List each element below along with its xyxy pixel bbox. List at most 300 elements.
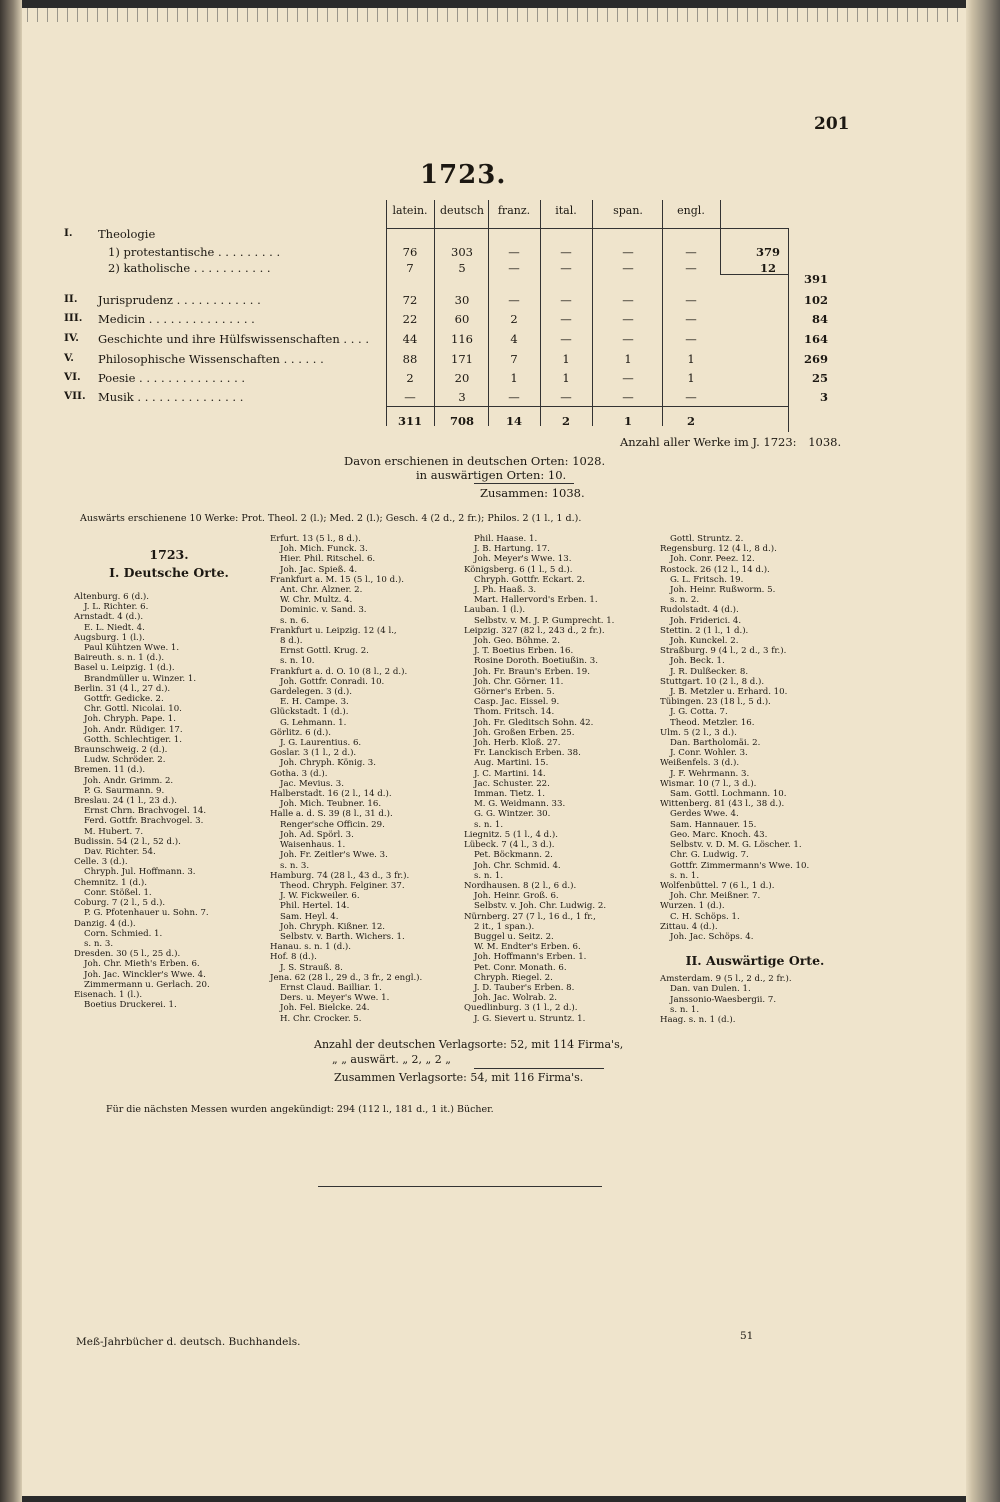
place-entry: Gotha. 3 (d.). [270, 768, 328, 779]
table-cell: 303 [451, 245, 473, 259]
publisher-entry: J. D. Tauber's Erben. 8. [474, 982, 575, 993]
place-entry: Arnstadt. 4 (d.). [74, 612, 144, 623]
table-cell: 1 [687, 352, 695, 366]
column-total: 2 [561, 414, 570, 428]
publisher-entry: Renger'sche Officin. 29. [280, 819, 385, 830]
publisher-entry: Ders. u. Meyer's Wwe. 1. [280, 993, 390, 1004]
publisher-entry: Corn. Schmied. 1. [84, 928, 163, 939]
table-cell: 44 [402, 332, 418, 346]
place-entry: Berlin. 31 (4 l., 27 d.). [74, 683, 171, 694]
publisher-entry: H. Chr. Crocker. 5. [280, 1013, 362, 1024]
column-total: 708 [449, 414, 474, 428]
publisher-entry: P. G. Saurmann. 9. [84, 785, 165, 796]
publisher-entry: s. n. 3. [84, 938, 114, 949]
place-entry: Stuttgart. 10 (2 l., 8 d.). [660, 676, 765, 687]
place-entry: Amsterdam. 9 (5 l., 2 d., 2 fr.). [660, 974, 792, 985]
publisher-entry: Joh. Gottfr. Conradi. 10. [280, 676, 385, 687]
place-entry: Rudolstadt. 4 (d.). [660, 605, 739, 616]
publisher-entry: Joh. Jac. Wolrab. 2. [474, 993, 558, 1004]
place-entry: Nordhausen. 8 (2 l., 6 d.). [464, 880, 577, 891]
grand-total-label: Anzahl aller Werke im J. 1723: [620, 435, 797, 449]
publisher-entry: Joh. Heinr. Groß. 6. [474, 891, 559, 902]
place-entry: Celle. 3 (d.). [74, 857, 128, 868]
footer-signature: 51 [740, 1330, 754, 1342]
column-4-abroad-entries [660, 974, 850, 1025]
footer-source: Meß-Jahrbücher d. deutsch. Buchhandels. [76, 1336, 301, 1348]
places-rule [474, 483, 574, 484]
column-divider [386, 200, 387, 426]
place-entry: Basel u. Leipzig. 1 (d.). [74, 663, 175, 674]
publisher-entry: J. B. Metzler u. Erhard. 10. [670, 687, 788, 698]
table-cell: 1 [687, 371, 695, 385]
table-cell: — [508, 293, 520, 307]
table-cell: 2 [510, 312, 518, 326]
place-entry: Danzig. 4 (d.). [74, 918, 136, 929]
section-heading-german: I. Deutsche Orte. [109, 565, 229, 580]
place-entry: Jena. 62 (28 l., 29 d., 3 fr., 2 engl.). [270, 972, 423, 983]
column-divider [434, 200, 435, 426]
place-entry: Eisenach. 1 (l.). [74, 989, 143, 1000]
publisher-entry: Phil. Haase. 1. [474, 534, 538, 544]
publisher-entry: Phil. Hertel. 14. [280, 901, 350, 912]
publisher-entry: P. G. Pfotenhauer u. Sohn. 7. [84, 908, 209, 919]
publisher-entry: Joh. Mich. Funck. 3. [280, 544, 368, 555]
publisher-entry: Waisenhaus. 1. [280, 840, 346, 851]
header-rule [386, 228, 788, 229]
table-cell: — [508, 245, 520, 259]
publisher-entry: G. Lehmann. 1. [280, 717, 347, 728]
book-edge-right [966, 0, 1000, 1502]
publisher-entry: Brandmüller u. Winzer. 1. [84, 673, 197, 684]
table-cell: — [560, 293, 572, 307]
publisher-entry: Joh. Chr. Schmid. 4. [474, 860, 561, 871]
summary-line-1: Anzahl der deutschen Verlagsorte: 52, mit 114 Firma's, [314, 1038, 624, 1051]
column-1-entries [74, 592, 274, 1010]
publisher-entry: Gotth. Schlechtiger. 1. [84, 734, 182, 745]
place-entry: Wittenberg. 81 (43 l., 38 d.). [660, 799, 785, 810]
row-number: III. [64, 312, 83, 324]
table-cell: — [685, 312, 697, 326]
publisher-entry: C. H. Schöps. 1. [670, 911, 740, 922]
row-label: Theologie [98, 227, 156, 241]
table-cell: — [622, 293, 634, 307]
publisher-entry: Paul Kühtzen Wwe. 1. [84, 643, 180, 654]
publisher-entry: Fr. Lanckisch Erben. 38. [474, 748, 581, 759]
row-total: 391 [803, 272, 828, 286]
publisher-entry: Joh. Andr. Grimm. 2. [84, 775, 174, 786]
place-entry: Lauban. 1 (l.). [464, 605, 526, 616]
publisher-entry: Joh. Jac. Schöps. 4. [670, 931, 754, 942]
place-entry: Gardelegen. 3 (d.). [270, 687, 352, 698]
place-entry: Zittau. 4 (d.). [660, 921, 718, 932]
table-cell: — [685, 332, 697, 346]
publisher-entry: Rosine Doroth. Boetiußin. 3. [474, 656, 598, 667]
publisher-entry: s. n. 6. [280, 615, 310, 626]
row-number: VI. [64, 371, 81, 383]
place-entry: Erfurt. 13 (5 l., 8 d.). [270, 534, 361, 544]
column-2-entries [270, 534, 470, 1024]
publisher-entry: Joh. Meyer's Wwe. 13. [474, 554, 572, 565]
column-year-heading: 1723. [149, 547, 189, 562]
book-edge-left [0, 0, 22, 1502]
row-label: 1) protestantische . . . . . . . . . [108, 245, 281, 259]
publisher-entry: Joh. Chryph. Pape. 1. [84, 714, 176, 725]
publisher-entry: s. n. 1. [670, 1004, 700, 1015]
row-label: Jurisprudenz . . . . . . . . . . . . [98, 293, 261, 307]
publisher-entry: Dan. Bartholomäi. 2. [670, 738, 761, 749]
place-entry: Tübingen. 23 (18 l., 5 d.). [660, 697, 771, 708]
place-entry: Nürnberg. 27 (7 l., 16 d., 1 fr., [464, 911, 596, 922]
year-title: 1723. [420, 160, 507, 190]
publisher-entry: Conr. Stößel. 1. [84, 887, 152, 898]
row-label: Medicin . . . . . . . . . . . . . . . [98, 312, 255, 326]
row-number: I. [64, 227, 73, 239]
place-entry: Braunschweig. 2 (d.). [74, 745, 168, 756]
table-cell: 1 [510, 371, 518, 385]
place-entry: Altenburg. 6 (d.). [74, 592, 150, 602]
subtotal-divider [720, 228, 721, 274]
publisher-entry: J. G. Laurentius. 6. [280, 738, 362, 749]
publisher-entry: Dominic. v. Sand. 3. [280, 605, 367, 616]
publisher-entry: Joh. Friderici. 4. [670, 615, 742, 626]
publisher-entry: Chr. G. Ludwig. 7. [670, 850, 749, 861]
publisher-entry: Hier. Phil. Ritschel. 6. [280, 554, 376, 565]
publisher-entry: Joh. Fel. Bielcke. 24. [280, 1003, 370, 1014]
column-header: span. [613, 204, 643, 217]
table-cell: 76 [402, 245, 418, 259]
table-cell: — [622, 390, 634, 404]
publisher-entry: Joh. Mich. Teubner. 16. [280, 799, 382, 810]
decorative-top-border [22, 8, 966, 22]
totals-rule [386, 406, 788, 407]
table-cell: — [685, 261, 697, 275]
publisher-entry: Selbstv. v. Barth. Wichers. 1. [280, 931, 405, 942]
place-entry: Königsberg. 6 (1 l., 5 d.). [464, 564, 573, 575]
publisher-entry: Ernst Chrn. Brachvogel. 14. [84, 806, 207, 817]
column-divider [488, 200, 489, 426]
publisher-entry: Görner's Erben. 5. [474, 687, 555, 698]
publisher-entry: Selbstv. v. D. M. G. Löscher. 1. [670, 840, 802, 851]
column-divider [540, 200, 541, 426]
place-entry: Wismar. 10 (7 l., 3 d.). [660, 778, 757, 789]
column-header: deutsch [440, 204, 484, 217]
table-cell: 5 [458, 261, 466, 275]
table-cell: 7 [406, 261, 414, 275]
table-cell: — [560, 245, 572, 259]
table-cell: 7 [510, 352, 518, 366]
place-entry: Coburg. 7 (2 l., 5 d.). [74, 898, 166, 909]
publisher-entry: Joh. Jac. Winckler's Wwe. 4. [84, 969, 206, 980]
table-cell: — [560, 332, 572, 346]
publisher-entry: Pet. Böckmann. 2. [474, 850, 553, 861]
row-total: 102 [803, 293, 828, 307]
column-total: 2 [686, 414, 695, 428]
publisher-entry: Ferd. Gottfr. Brachvogel. 3. [84, 816, 204, 827]
row-total: 25 [811, 371, 828, 385]
publisher-entry: Janssonio-Waesbergii. 7. [670, 994, 777, 1005]
column-3-entries [464, 534, 664, 1024]
place-entry: Lübeck. 7 (4 l., 3 d.). [464, 840, 555, 851]
publisher-entry: Joh. Großen Erben. 25. [474, 727, 575, 738]
publisher-entry: J. R. Dulßecker. 8. [670, 666, 749, 677]
subtotal-cell: 379 [755, 245, 780, 259]
publisher-entry: Chryph. Gottfr. Eckart. 2. [474, 574, 585, 585]
publisher-entry: s. n. 2. [670, 595, 700, 606]
table-cell: 116 [451, 332, 473, 346]
publisher-entry: Gottfr. Gedicke. 2. [84, 694, 164, 705]
column-header: ital. [555, 204, 577, 217]
place-entry: Halle a. d. S. 39 (8 l., 31 d.). [270, 809, 393, 820]
table-cell: 1 [562, 352, 570, 366]
place-entry: Hanau. s. n. 1 (d.). [270, 942, 352, 953]
publisher-entry: Chr. Gottl. Nicolai. 10. [84, 704, 182, 715]
publisher-entry: Jac. Schuster. 22. [474, 778, 550, 789]
row-label: Musik . . . . . . . . . . . . . . . [98, 390, 244, 404]
row-total: 269 [803, 352, 828, 366]
table-cell: — [560, 261, 572, 275]
publisher-entry: Joh. Herb. Kloß. 27. [474, 738, 561, 749]
publisher-entry: Selbstv. v. M. J. P. Gumprecht. 1. [474, 615, 615, 626]
table-cell: — [685, 245, 697, 259]
publisher-entry: Chryph. Jul. Hoffmann. 3. [84, 867, 196, 878]
table-cell: 60 [454, 312, 470, 326]
row-total: 164 [803, 332, 828, 346]
place-entry: Chemnitz. 1 (d.). [74, 877, 147, 888]
publisher-entry: J. W. Fickweiler. 6. [280, 891, 360, 902]
publisher-entry: Sam. Heyl. 4. [280, 911, 339, 922]
publisher-entry: W. M. Endter's Erben. 6. [474, 942, 581, 953]
place-entry: Breslau. 24 (1 l., 23 d.). [74, 796, 177, 807]
table-cell: 72 [402, 293, 418, 307]
table-cell: — [508, 261, 520, 275]
table-cell: — [622, 371, 634, 385]
publisher-entry: Joh. Fr. Braun's Erben. 19. [474, 666, 590, 677]
publisher-entry: W. Chr. Multz. 4. [280, 595, 353, 606]
publisher-entry: Imman. Tietz. 1. [474, 789, 546, 800]
publisher-entry: J. L. Richter. 6. [84, 602, 149, 613]
publisher-entry: Joh. Conr. Peez. 12. [670, 554, 755, 565]
place-entry: Haag. s. n. 1 (d.). [660, 1014, 736, 1025]
column-2 [270, 534, 470, 1024]
publisher-entry: J. C. Martini. 14. [474, 768, 546, 779]
table-cell: 1 [562, 371, 570, 385]
end-rule [318, 1186, 602, 1187]
column-header: latein. [392, 204, 428, 217]
table-cell: 1 [624, 352, 632, 366]
row-total: 3 [819, 390, 828, 404]
row-label: 2) katholische . . . . . . . . . . . [108, 261, 271, 275]
publisher-entry: 8 d.). [280, 636, 303, 647]
publisher-entry: Theod. Metzler. 16. [670, 717, 755, 728]
publisher-entry: Ernst Gottl. Krug. 2. [280, 646, 369, 657]
publisher-entry: Selbstv. v. Joh. Chr. Ludwig. 2. [474, 901, 607, 912]
publisher-entry: Ernst Claud. Bailliar. 1. [280, 982, 382, 993]
place-entry: Dresden. 30 (5 l., 25 d.). [74, 949, 181, 960]
publisher-entry: Joh. Hoffmann's Erben. 1. [474, 952, 587, 963]
publisher-entry: Joh. Jac. Spieß. 4. [280, 564, 358, 575]
publisher-entry: Ludw. Schröder. 2. [84, 755, 166, 766]
column-4-entries [660, 534, 850, 942]
place-entry: Frankfurt u. Leipzig. 12 (4 l., [270, 625, 397, 636]
table-cell: — [685, 293, 697, 307]
column-4 [660, 534, 850, 1025]
column-1 [74, 534, 274, 1010]
place-entry: Wurzen. 1 (d.). [660, 901, 725, 912]
publisher-entry: J. F. Wehrmann. 3. [670, 768, 750, 779]
publisher-entry: Gottl. Struntz. 2. [670, 534, 744, 544]
publisher-entry: J. B. Hartung. 17. [474, 544, 550, 555]
place-entry: Ulm. 5 (2 l., 3 d.). [660, 727, 737, 738]
table-cell: 3 [458, 390, 466, 404]
publisher-entry: s. n. 1. [474, 819, 504, 830]
row-label: Poesie . . . . . . . . . . . . . . . [98, 371, 246, 385]
publisher-entry: Joh. Chryph. Kißner. 12. [280, 921, 386, 932]
place-entry: Bremen. 11 (d.). [74, 765, 146, 776]
publisher-entry: Sam. Gottl. Lochmann. 10. [670, 789, 787, 800]
place-entry: Hamburg. 74 (28 l., 43 d., 3 fr.). [270, 870, 410, 881]
publisher-entry: Joh. Chr. Görner. 11. [474, 676, 564, 687]
summary-line-2: „ „ auswärt. „ 2, „ 2 „ [332, 1053, 451, 1066]
publisher-entry: Buggel u. Seitz. 2. [474, 931, 554, 942]
grand-total-line [620, 435, 841, 449]
column-total: 14 [505, 414, 522, 428]
publisher-entry: E. L. Niedt. 4. [84, 622, 145, 633]
place-entry: Goslar. 3 (1 l., 2 d.). [270, 748, 357, 759]
table-cell: 4 [510, 332, 518, 346]
publisher-entry: Joh. Fr. Zeitler's Wwe. 3. [280, 850, 388, 861]
publisher-entry: Joh. Kunckel. 2. [670, 636, 739, 647]
places-line-1: Davon erschienen in deutschen Orten: 1028. [344, 454, 606, 468]
summary-rule [474, 1068, 604, 1069]
column-header: franz. [497, 204, 531, 217]
publisher-entry: G. G. Wintzer. 30. [474, 809, 551, 820]
publisher-entry: M. G. Weidmann. 33. [474, 799, 566, 810]
place-entry: Glückstadt. 1 (d.). [270, 707, 349, 718]
publisher-entry: Jac. Mevius. 3. [280, 778, 344, 789]
publisher-entry: Joh. Fr. Gleditsch Sohn. 42. [474, 717, 594, 728]
publisher-entry: J. Conr. Wohler. 3. [670, 748, 748, 759]
publisher-entry: J. G. Cotta. 7. [670, 707, 728, 718]
place-entry: Weißenfels. 3 (d.). [660, 758, 740, 769]
row-label: Geschichte und ihre Hülfswissenschaften . . . . [98, 332, 369, 346]
announcement: Für die nächsten Messen wurden angekündigt: 294 (112 l., 181 d., 1 it.) Bücher. [106, 1104, 494, 1115]
place-entry: Quedlinburg. 3 (1 l., 2 d.). [464, 1003, 578, 1014]
publisher-entry: s. n. 3. [280, 860, 310, 871]
place-entry: Budissin. 54 (2 l., 52 d.). [74, 836, 181, 847]
publisher-entry: Casp. Jac. Eissel. 9. [474, 697, 560, 708]
publisher-entry: Geo. Marc. Knoch. 43. [670, 829, 768, 840]
book-page [22, 8, 966, 1496]
publisher-entry: Gerdes Wwe. 4. [670, 809, 739, 820]
table-cell: 88 [402, 352, 418, 366]
column-divider [720, 200, 721, 230]
row-number: IV. [64, 332, 79, 344]
row-number: V. [64, 352, 74, 364]
place-entry: Halberstadt. 16 (2 l., 14 d.). [270, 789, 392, 800]
row-label: Philosophische Wissenschaften . . . . . . [98, 352, 324, 366]
table-cell: — [622, 312, 634, 326]
publisher-entry: Joh. Chr. Mieth's Erben. 6. [84, 959, 200, 970]
place-entry: Görlitz. 6 (d.). [270, 727, 331, 738]
column-header: engl. [677, 204, 705, 217]
publisher-entry: Joh. Chryph. König. 3. [280, 758, 376, 769]
table-cell: 22 [402, 312, 418, 326]
table-cell: — [622, 332, 634, 346]
publisher-entry: Chryph. Riegel. 2. [474, 972, 553, 983]
place-entry: Wolfenbüttel. 7 (6 l., 1 d.). [660, 880, 775, 891]
column-3 [464, 534, 664, 1024]
abroad-note: Auswärts erschienene 10 Werke: Prot. Theol. 2 (l.); Med. 2 (l.); Gesch. 4 (2 d., 2 fr.); Philos. 2 (1 l., 1 d.). [80, 513, 582, 524]
row-total: 84 [811, 312, 828, 326]
publisher-entry: G. L. Fritsch. 19. [670, 574, 744, 585]
place-entry: Rostock. 26 (12 l., 14 d.). [660, 564, 770, 575]
place-entry: Frankfurt a. M. 15 (5 l., 10 d.). [270, 574, 404, 585]
publisher-entry: Joh. Heinr. Rußworm. 5. [670, 585, 776, 596]
column-divider [592, 200, 593, 426]
publisher-entry: s. n. 1. [474, 870, 504, 881]
publisher-entry: Joh. Andr. Rüdiger. 17. [84, 724, 183, 735]
grand-total-value: 1038. [808, 435, 842, 449]
publisher-entry: Aug. Martini. 15. [474, 758, 549, 769]
place-entry: Hof. 8 (d.). [270, 952, 317, 963]
publisher-entry: M. Hubert. 7. [84, 826, 144, 837]
row-number: VII. [64, 390, 86, 402]
table-cell: — [560, 390, 572, 404]
publisher-entry: J. Ph. Haaß. 3. [474, 585, 537, 596]
page-number: 201 [814, 114, 850, 134]
publisher-entry: s. n. 10. [280, 656, 315, 667]
publisher-entry: 2 it., 1 span.). [474, 921, 535, 932]
table-cell: 20 [454, 371, 470, 385]
table-cell: 30 [454, 293, 470, 307]
table-cell: — [685, 390, 697, 404]
publisher-entry: Dav. Richter. 54. [84, 847, 156, 858]
publisher-entry: Joh. Ad. Spörl. 3. [280, 829, 354, 840]
places-line-2: in auswärtigen Orten: 10. [416, 468, 567, 482]
table-cell: 171 [451, 352, 473, 366]
publisher-entry: Sam. Hannauer. 15. [670, 819, 757, 830]
place-entry: Liegnitz. 5 (1 l., 4 d.). [464, 829, 558, 840]
place-entry: Straßburg. 9 (4 l., 2 d., 3 fr.). [660, 646, 787, 657]
publisher-entry: Thom. Fritsch. 14. [474, 707, 555, 718]
summary-line-3: Zusammen Verlagsorte: 54, mit 116 Firma's. [334, 1071, 584, 1084]
table-cell: — [404, 390, 416, 404]
table-cell: — [560, 312, 572, 326]
place-entry: Augsburg. 1 (l.). [74, 632, 145, 643]
publisher-entry: Ant. Chr. Alzner. 2. [280, 585, 363, 596]
publisher-entry: Mart. Hallervord's Erben. 1. [474, 595, 598, 606]
publisher-entry: Joh. Beck. 1. [670, 656, 725, 667]
publisher-entry: Zimmermann u. Gerlach. 20. [84, 979, 210, 990]
publisher-entry: Gottfr. Zimmermann's Wwe. 10. [670, 860, 810, 871]
publisher-entry: J. T. Boetius Erben. 16. [474, 646, 574, 657]
row-number: II. [64, 293, 78, 305]
column-divider [662, 200, 663, 426]
publisher-entry: Boetius Druckerei. 1. [84, 1000, 177, 1011]
place-entry: Baireuth. s. n. 1 (d.). [74, 653, 165, 664]
place-entry: Regensburg. 12 (4 l., 8 d.). [660, 544, 777, 555]
publisher-entry: s. n. 1. [670, 870, 700, 881]
table-cell: — [508, 390, 520, 404]
place-entry: Frankfurt a. d. O. 10 (8 l., 2 d.). [270, 666, 408, 677]
publisher-entry: Joh. Geo. Böhme. 2. [474, 636, 560, 647]
place-entry: Stettin. 2 (1 l., 1 d.). [660, 625, 749, 636]
publisher-entry: Joh. Chr. Meißner. 7. [670, 891, 761, 902]
publisher-entry: E. H. Campe. 3. [280, 697, 349, 708]
publisher-entry: J. S. Strauß. 8. [280, 962, 343, 973]
publisher-entry: J. G. Sievert u. Struntz. 1. [474, 1013, 586, 1024]
section-heading-abroad: II. Auswärtige Orte. [685, 953, 825, 969]
